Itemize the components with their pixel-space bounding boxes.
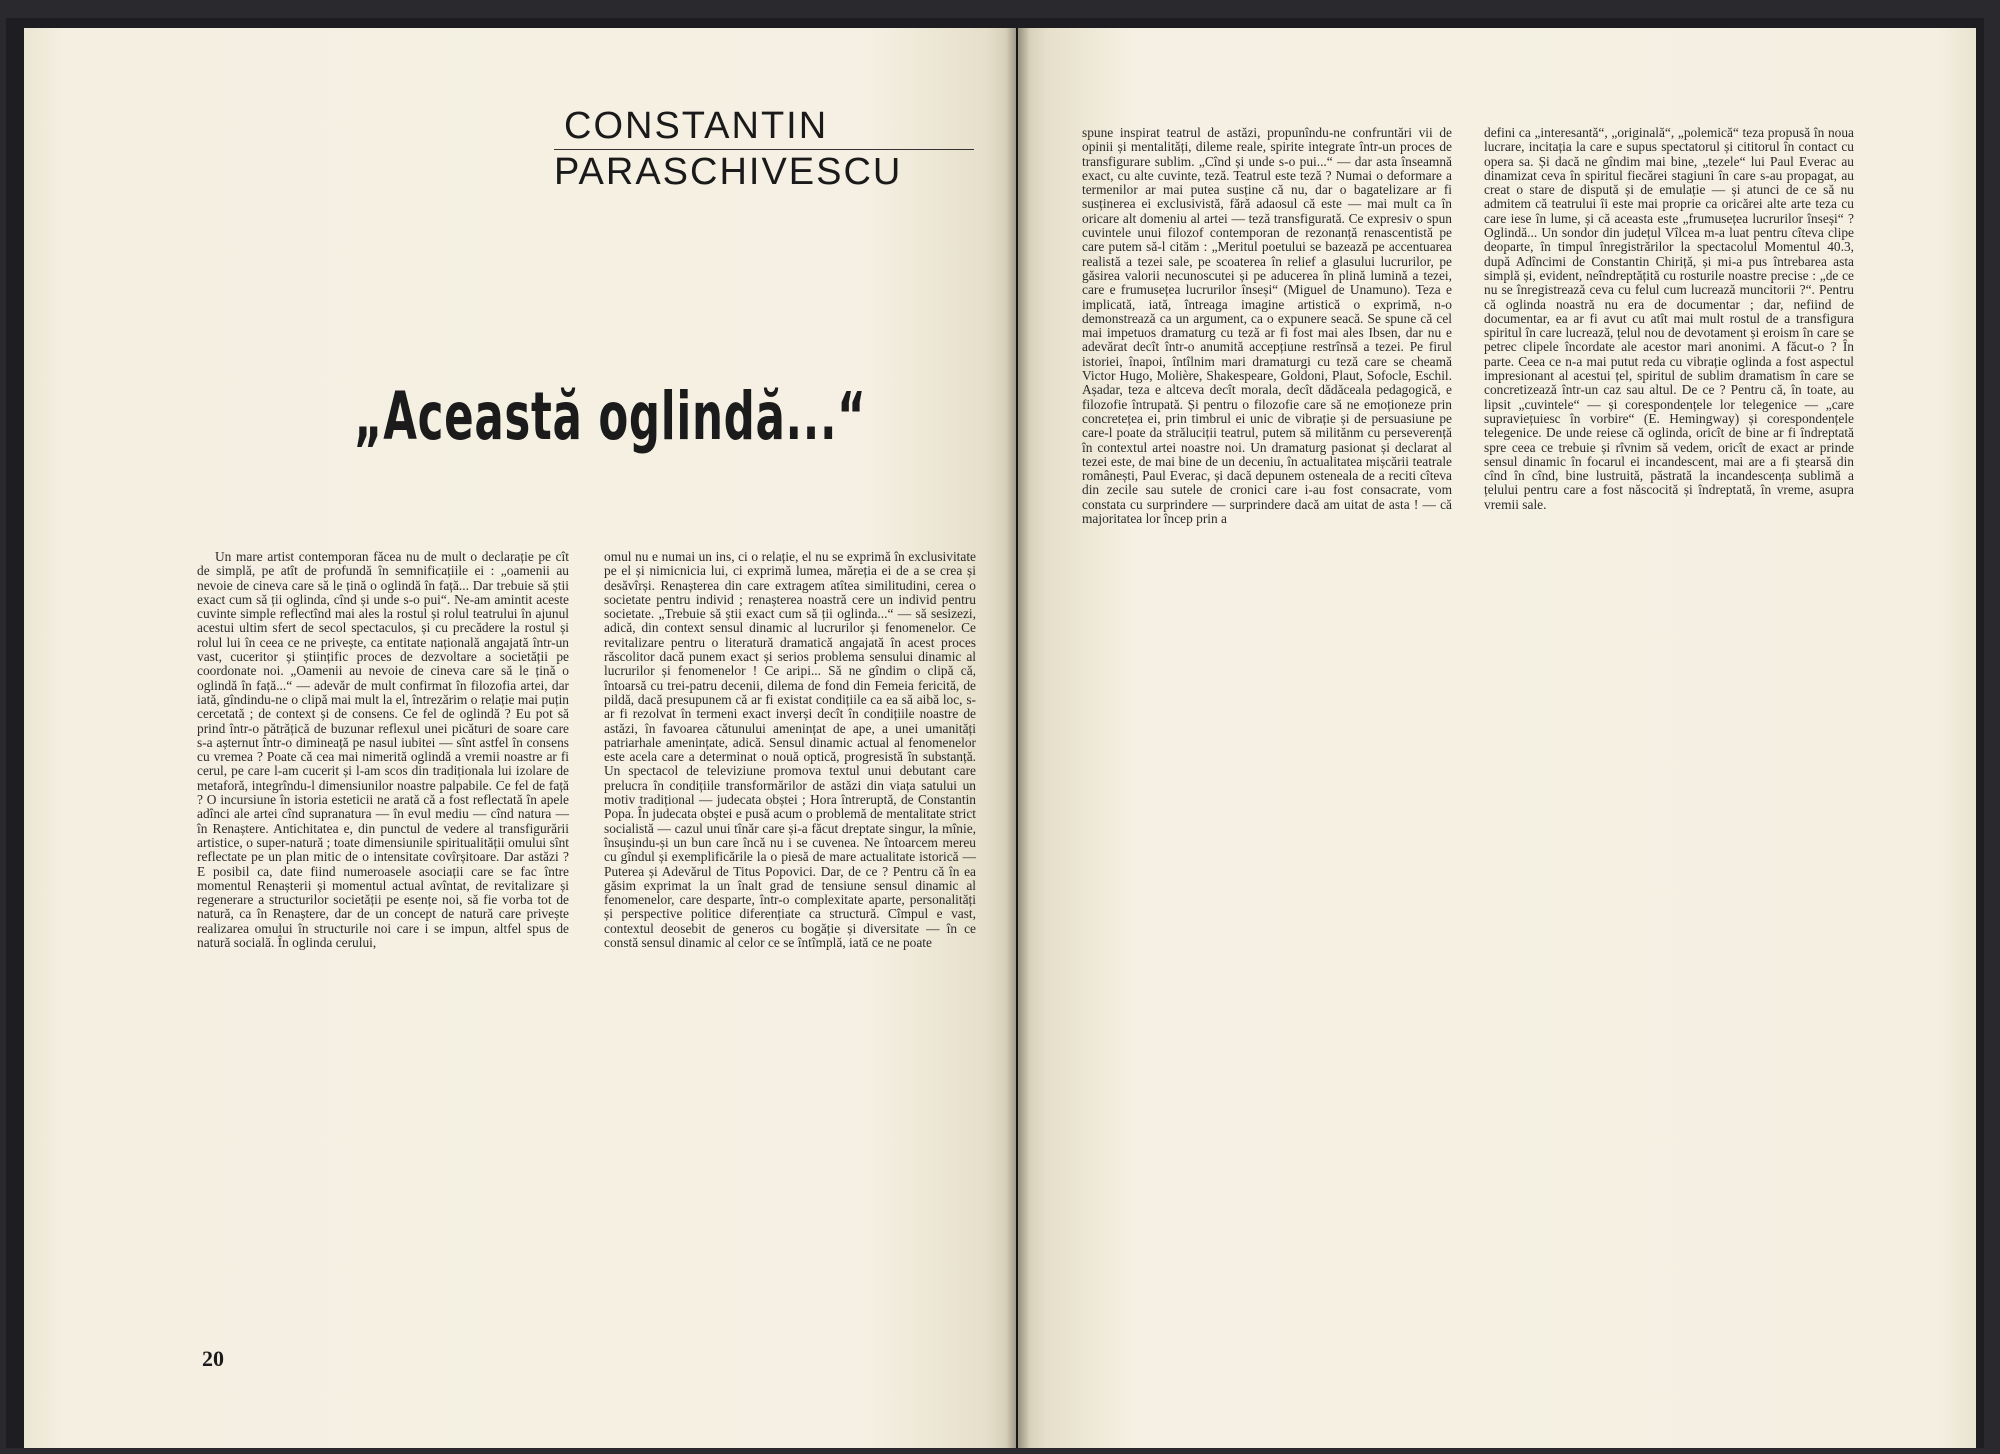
magazine-spread bbox=[6, 18, 1984, 1448]
text-column-2 bbox=[604, 550, 976, 950]
column-3-text: spune inspirat teatrul de astăzi, propunîndu-ne confruntări vii de opinii și mentalități, dileme reale, spirite integrate într-un proces de transfigurare sublim. „Cînd și unde s-o pui...“ — dar asta înseamnă exact, cu alte cuvinte, teză. Teatrul este teză ? Numai o deformare a termenilor ar mai putea susține că nu, dar o bagatelizare ar fi susținerea ei exclusivistă, fără adaosul că este — mai mult ca în oricare alt domeniu al artei — teză transfigurată. Ce expresiv o spun cuvintele unui filozof contemporan de rezonanță renascentistă pe care putem să-l cităm : „Meritul poetului se bazează pe accentuarea realistă a tezei sale, pe scoaterea în relief a glasului lucrurilor, pe găsirea valorii necunoscutei și pe aducerea în plină lumină a tezei, care e frumusețea lucrurilor înseși“ (Miguel de Unamuno). Teza e implicată, iată, întreaga imagine artistică o exprimă, n-o demonstrează ca un argument, ca o expunere seacă. Se spune că cel mai impetuos dramaturg cu teză ar fi fost mai ales Ibsen, dar nu e adevărat decît într-o anumită accepțiune restrînsă a tezei. Pe firul istoriei, înapoi, întîlnim mari dramaturgi cu teză care se cheamă Victor Hugo, Molière, Shakespeare, Goldoni, Plaut, Sofocle, Eschil. Așadar, teza e altceva decît morala, decît dădăceala pedagogică, e filozofie întrupată. Și pentru o filozofie care să ne emoționeze prin concretețea ei, prin timbrul ei unic de vibrație și de persuasiune pe care-l poate da străluciții teatrul, putem să militănm cu perseverență în contextul artei noastre noi. Un dramaturg pasionat și declarat al tezei este, de mai bine de un deceniu, în actualitatea mișcării teatrale românești, Paul Everac, și dacă depunem osteneala de a reciti cîteva din zecile sau sutele de cronici care i-au fost consacrate, vom constata cu surprindere — surprindere dacă am uitat de asta ! — că majoritatea lor încep prin a bbox=[1082, 125, 1452, 527]
right-page bbox=[1018, 28, 1976, 1448]
page-number: 20 bbox=[202, 1346, 224, 1371]
author-name bbox=[554, 106, 984, 193]
author-rule bbox=[554, 149, 974, 150]
text-column-1 bbox=[197, 550, 569, 950]
book-gutter bbox=[1006, 28, 1030, 1448]
column-1-text: Un mare artist contemporan făcea nu de mult o declarație pe cît de simplă, pe atît de profundă în semnificațiile ei : „oamenii au nevoie de cineva care să le țină o oglindă în față... Dar trebuie să știi exact cum să ții oglinda, cînd și unde s-o pui“. Ne-am amintit aceste cuvinte simple reflectînd mai ales la rostul și rolul teatrului în ajunul acestui ultim sfert de secol spectaculos, și cu precădere la rostul și rolul lui în ceea ce ne privește, ca entitate națională angajată într-un vast, cuceritor și științific proces de dezvoltare a societății pe coordonate noi. „Oamenii au nevoie de cineva care să le țină o oglindă în față...“ — adevăr de mult confirmat în filozofia artei, dar iată, gîndindu-ne o clipă mai mult la el, întrezărim o relație mai puțin cercetată ; de context și de consens. Ce fel de oglindă ? Eu pot să prind într-o pătrățică de buzunar reflexul unei picături de soare care s-a așternut într-o dimineață pe nasul iubitei — sînt astfel în consens cu vremea ? Poate că cea mai nimerită oglindă a vremii noastre ar fi cerul, pe care l-am cucerit și l-am scos din tradiționala lui izolare de metaforă, integrîndu-l dimensiunilor noastre palpabile. Ce fel de față ? O incursiune în istoria esteticii ne arată că a fost reflectată în apele adînci ale artei cînd supranatura — în evul mediu — cînd natura — în Renaștere. Antichitatea e, din punctul de vedere al transfigurării artistice, o super-natură ; toate dimensiunile spiritualității omului sînt reflectate pe un plan mitic de o intensitate covîrșitoare. Dar astăzi ? E posibil ca, date fiind numeroasele asociații care se fac între momentul Renașterii și momentul actual avîntat, de revitalizare și regenerare a structurilor societății pe esențe noi, să fie vorba tot de natură, ca în Renaștere, dar de un concept de natură care privește realizarea omului în structurile noi care i se impun, altfel spus de natură socială. În oglinda cerului, bbox=[197, 549, 569, 951]
text-column-3 bbox=[1082, 126, 1452, 526]
article-headline: „Această oglindă...“ bbox=[354, 378, 867, 455]
author-first-name: CONSTANTIN bbox=[564, 105, 829, 147]
column-2-text: omul nu e numai un ins, ci o relație, el nu se exprimă în exclusivitate pe el și nimicnicia lui, ci exprimă lumea, măreția ei de a se crea și desăvîrși. Renașterea din care extragem atîtea similitudini, cerea o societate pentru individ ; renașterea noastră cere un individ pentru societate. „Trebuie să știi exact cum să ții oglinda...“ — să sesizezi, adică, din context sensul dinamic al lucrurilor și fenomenelor. Ce revitalizare pentru o literatură dramatică angajată în acest proces răscolitor dacă punem exact și serios problema sensului dinamic al lucrurilor și fenomenelor ! Ce aripi... Să ne gîndim o clipă că, întoarsă cu trei-patru decenii, dilema de fond din Femeia fericită, de pildă, dacă presupunem că ar fi existat condițiile ca ea să aibă loc, s-ar fi rezolvat în termeni exact inverși decît în condițiile noastre de astăzi, în favoarea cătunului amenințat de ape, a unei umanități patriarhale amenințate, adică. Sensul dinamic actual al fenomenelor este acela care a determinat o nouă optică, progresistă în substanță. Un spectacol de televiziune promova textul unui debutant care prelucra în condițiile transformărilor de astăzi din viața satului un motiv tradițional — judecata obștei ; Hora întreruptă, de Constantin Popa. În judecata obștei e pusă acum o problemă de mentalitate strict socialistă — cazul unui tînăr care și-a făcut dreptate singur, la mînie, însușindu-și un bun care încă nu i se cuvenea. Ne întoarcem mereu cu gîndul și exemplificările la o piesă de mare actualitate istorică — Puterea și Adevărul de Titus Popovici. Dar, de ce ? Pentru că în ea găsim exprimat la un înalt grad de tensiune sensul dinamic al fenomenelor, care desparte, într-o complexitate aparte, personalități și perspective politice diferențiate ca structură. Cîmpul e vast, contextul deosebit de generos cu bogăție și diversitate — în ce constă sensul dinamic al celor ce se întîmplă, iată ce ne poate bbox=[604, 549, 976, 951]
column-4-text: defini ca „interesantă“, „originală“, „polemică“ teza propusă în noua lucrare, incitația la care e supus spectatorul și cititorul în contact cu opera sa. Și dacă ne gîndim mai bine, „tezele“ lui Paul Everac au dinamizat ceva în spiritul fiecărei stagiuni în care s-au propagat, au creat o stare de dispută și de emulație — și atunci de ce să nu admitem că teatrului îi este mai proprie ca oricărei alte arte teza cu care iese în lume, și că aceasta este „frumusețea lucrurilor înseși“ ? Oglindă... Un sondor din județul Vîlcea m-a luat pentru cîteva clipe deoparte, în timpul înregistrărilor la spectacolul Momentul 40.3, după Adîncimi de Constantin Chiriță, și mi-a pus întrebarea asta simplă și, evident, neîndreptățită cu rosturile noastre precise : „de ce nu se înregistrează ceva cu felul cum lucrează muncitorii ?“. Pentru că oglinda noastră nu era de documentar ; dar, nefiind de documentar, ea ar fi avut cu atît mai mult rostul de a transfigura spiritul în care lucrează, țelul nou de devotament și eroism în care se petrec clipele încordate ale acestor mari anonimi. A făcut-o ? În parte. Ceea ce n-a mai putut reda cu vibrație oglinda a fost aspectul impresionant al acestui țel, spiritul de sublim dramatism în care se concretizează într-un caz sau altul. De ce ? Pentru că, în toate, au lipsit „cuvintele“ — și corespondențele lor telegenice — „care supraviețuiesc în vorbire“ (E. Hemingway) și corespondențele telegenice. De unde reiese că oglinda, oricît de bine ar fi îndreptată spre ceea ce trebuie și rîvnim să vedem, oricît de exact ar prinde sensul dinamic în focarul ei incandescent, mai are a fi ștearsă din cînd în cînd, bine lustruită, păstrată la incandescența sublimă a țelului pentru care a fost născocită și îndreptată, în vreme, asupra vremii sale. bbox=[1484, 125, 1854, 512]
text-column-4 bbox=[1484, 126, 1854, 512]
author-last-name: PARASCHIVESCU bbox=[554, 151, 903, 194]
left-page bbox=[24, 28, 1016, 1448]
